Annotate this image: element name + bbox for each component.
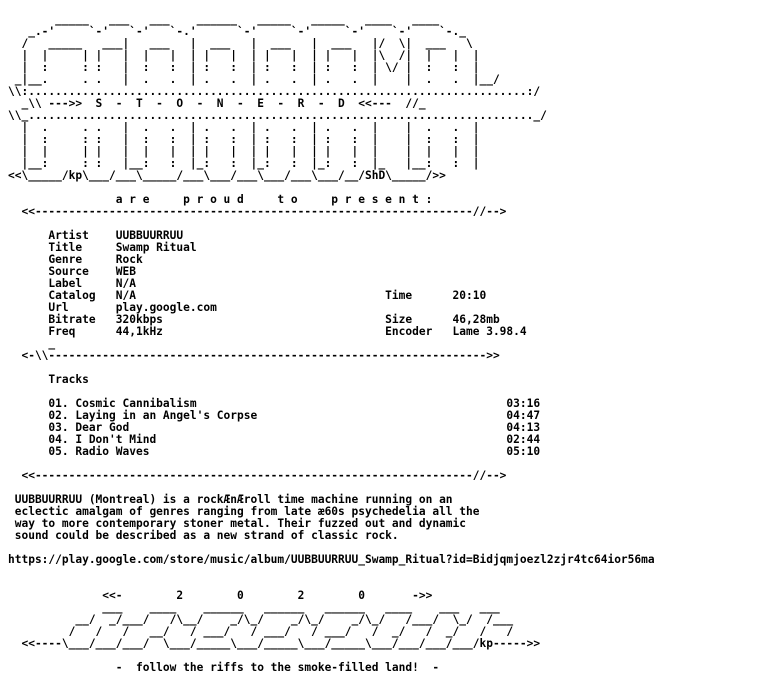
group-name-banner: _\\ --->> S - T - O - N - E - R - D <<--- //_ — [8, 97, 426, 110]
track-item: 01. Cosmic Cannibalism 03:16 — [8, 397, 541, 410]
logo-line: | : : : | : : | : : | : : | : : | \/ | : : | — [8, 61, 480, 74]
info-genre: Genre Rock — [8, 253, 143, 266]
logo-line: | | | | | | | | | | | | | | | | |\ /| | | | — [8, 49, 480, 62]
logo-line: | : : : | : : | : : | : : | : : | | : : | — [8, 133, 480, 146]
logo-line: _.-' `-' `-' `-.' `-' `-' `-' `-' `-._ — [8, 25, 467, 38]
description-line: UUBBUURRUU (Montreal) is a rockÆnÆroll time machine running on an — [8, 493, 453, 506]
nfo-line — [8, 566, 784, 578]
logo-line: |__: : : |__: : |_: : |_: : |_: : |_ |__: : | — [8, 157, 480, 170]
logo-line: | | | | | | | | | | | | | | | | | | | | | — [8, 145, 480, 158]
nfo-line — [8, 362, 784, 374]
info-label: Label N/A — [8, 277, 136, 290]
info-catalog-time: Catalog N/A Time 20:10 — [8, 289, 487, 302]
description-line: sound could be described as a new strand of classic rock. — [8, 529, 399, 542]
divider: <<-----------------------------------------------------------------//--> — [8, 469, 507, 482]
info-title: Title Swamp Ritual — [8, 241, 197, 254]
info-bitrate-size: Bitrate 320kbps Size 46,28mb — [8, 313, 500, 326]
info-source: Source WEB — [8, 265, 136, 278]
divider: <<-----------------------------------------------------------------//--> — [8, 205, 507, 218]
logo-line: <<\_____/kp\___/___\_____/___\___/___\___/___\___/__/ShD\_____/>> — [8, 169, 446, 182]
logo-line: _____ ___ ___ ______ _____ _____ ____ ____ — [8, 13, 440, 26]
footer-logo-line: / / / __/ / ___/ / ___/ / ___/ / _/ / _/ / / — [8, 625, 514, 638]
description-line: eclectic amalgam of genres ranging from late æ60s psychedelia all the — [8, 505, 480, 518]
divider: <-\\----------------------------------------------------------------->> — [8, 349, 500, 362]
info-artist: Artist UUBBUURRUU — [8, 229, 184, 242]
logo-line: / _____ ___| ___ | ___ | ___ | ___ |/ \| ___ \ — [8, 37, 473, 50]
info-freq-encoder: Freq 44,1kHz Encoder Lame 3.98.4 — [8, 325, 527, 338]
logo-line: \\_..........................................................................._/ — [8, 109, 547, 122]
logo-line: _|__. . . | . . | . . | . . | . . | | . . |__/ — [8, 73, 500, 86]
track-item: 03. Dear God 04:13 — [8, 421, 541, 434]
logo-line: | . . . | . . | . . | . . | . . | | . . | — [8, 121, 480, 134]
track-item: 04. I Don't Mind 02:44 — [8, 433, 541, 446]
nfo-document — [8, 2, 784, 674]
presents-heading: a r e p r o u d t o p r e s e n t : — [8, 193, 433, 206]
footer-logo-line: __/ _/___/ /\__/ _/\_/ _/\_/ _/\_/ /___/ \_/ /___ — [8, 613, 514, 626]
footer-tagline: - follow the riffs to the smoke-filled land! - — [8, 661, 440, 674]
album-url: https://play.google.com/store/music/album/UUBBUURRUU_Swamp_Ritual?id=Bidjqmjoezl2zjr4tc64ior56ma — [8, 553, 655, 566]
info-url: Url play.google.com — [8, 301, 217, 314]
tracks-heading: Tracks — [8, 373, 89, 386]
year-banner: <<- 2 0 2 0 ->> — [8, 589, 433, 602]
divider: _ — [8, 337, 56, 350]
footer-logo-line: ___ ____ ______ ______ ______ ____ ___ ___ — [8, 601, 500, 614]
track-item: 05. Radio Waves 05:10 — [8, 445, 541, 458]
description-line: way to more contemporary stoner metal. Their fuzzed out and dynamic — [8, 517, 467, 530]
logo-line: \\:..........................................................................:/ — [8, 85, 541, 98]
footer-logo-line: <<----\___/___/___/ \___/_____\___/_____\___/_____\___/___/___/___/kp----->> — [8, 637, 541, 650]
track-item: 02. Laying in an Angel's Corpse 04:47 — [8, 409, 541, 422]
